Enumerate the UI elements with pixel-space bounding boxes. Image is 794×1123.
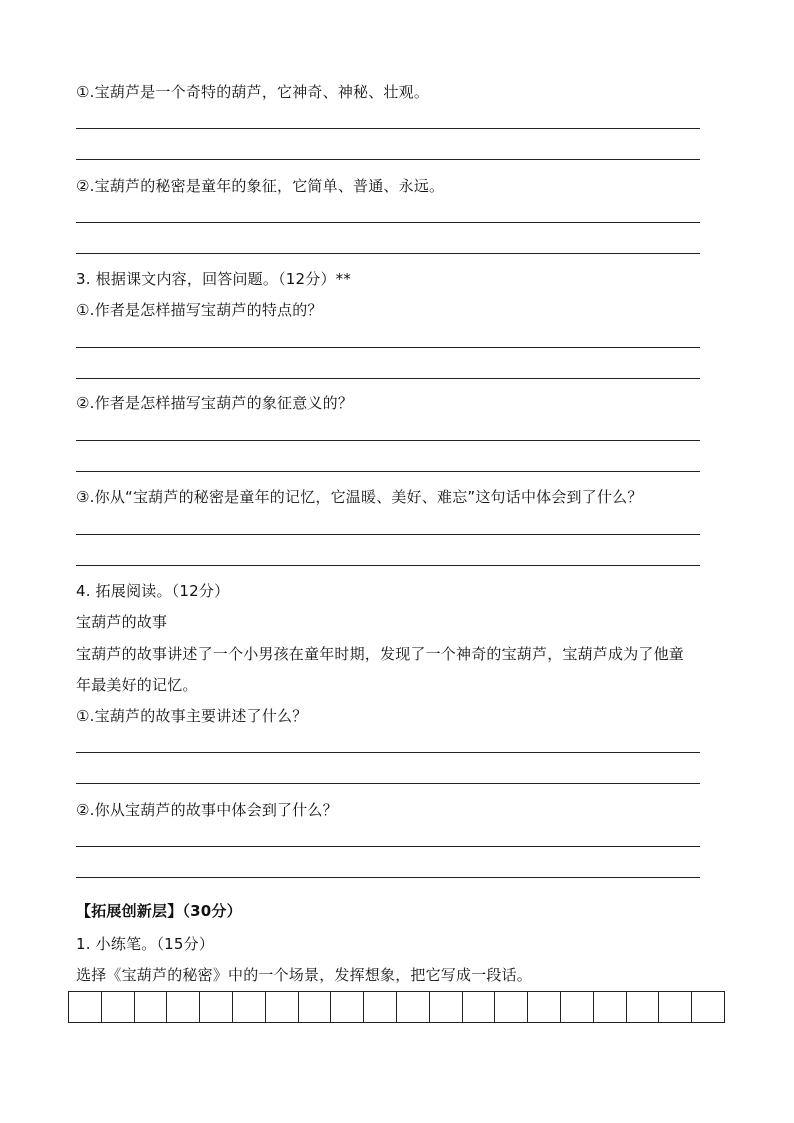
grid-cell[interactable] bbox=[102, 992, 135, 1022]
answer-line[interactable] bbox=[76, 347, 700, 348]
answer-line[interactable] bbox=[76, 565, 700, 566]
grid-cell[interactable] bbox=[135, 992, 168, 1022]
grid-cell[interactable] bbox=[594, 992, 627, 1022]
writing-grid[interactable] bbox=[68, 991, 725, 1023]
answer-line[interactable] bbox=[76, 128, 700, 129]
grid-cell[interactable] bbox=[692, 992, 724, 1022]
question-3-item-3: ③.你从“宝葫芦的秘密是童年的记忆，它温暖、美好、难忘”这句话中体会到了什么？ bbox=[76, 488, 643, 506]
writing-instruction: 选择《宝葫芦的秘密》中的一个场景，发挥想象，把它写成一段话。 bbox=[76, 966, 533, 984]
grid-cell[interactable] bbox=[331, 992, 364, 1022]
question-5-title: 1. 小练笔。（15分） bbox=[76, 935, 215, 953]
question-4-title: 4. 拓展阅读。（12分） bbox=[76, 582, 230, 600]
question-4-item-2: ②.你从宝葫芦的故事中体会到了什么？ bbox=[76, 801, 338, 819]
answer-line[interactable] bbox=[76, 877, 700, 878]
section-title: 【拓展创新层】（30分） bbox=[76, 902, 242, 920]
grid-cell[interactable] bbox=[69, 992, 102, 1022]
grid-cell[interactable] bbox=[528, 992, 561, 1022]
grid-cell[interactable] bbox=[430, 992, 463, 1022]
answer-line[interactable] bbox=[76, 440, 700, 441]
grid-cell[interactable] bbox=[299, 992, 332, 1022]
answer-line[interactable] bbox=[76, 846, 700, 847]
grid-cell[interactable] bbox=[561, 992, 594, 1022]
passage-title: 宝葫芦的故事 bbox=[76, 613, 168, 631]
passage-line-2: 年最美好的记忆。 bbox=[76, 676, 198, 694]
grid-cell[interactable] bbox=[266, 992, 299, 1022]
answer-line[interactable] bbox=[76, 222, 700, 223]
grid-cell[interactable] bbox=[495, 992, 528, 1022]
grid-cell[interactable] bbox=[167, 992, 200, 1022]
answer-line[interactable] bbox=[76, 253, 700, 254]
grid-cell[interactable] bbox=[200, 992, 233, 1022]
answer-line[interactable] bbox=[76, 783, 700, 784]
grid-cell[interactable] bbox=[397, 992, 430, 1022]
answer-line[interactable] bbox=[76, 534, 700, 535]
question-3-item-1: ①.作者是怎样描写宝葫芦的特点的？ bbox=[76, 301, 323, 319]
answer-line[interactable] bbox=[76, 378, 700, 379]
question-4-item-1: ①.宝葫芦的故事主要讲述了什么？ bbox=[76, 707, 308, 725]
statement-2: ②.宝葫芦的秘密是童年的象征，它简单、普通、永远。 bbox=[76, 177, 445, 195]
grid-cell[interactable] bbox=[659, 992, 692, 1022]
answer-line[interactable] bbox=[76, 159, 700, 160]
grid-cell[interactable] bbox=[627, 992, 660, 1022]
grid-cell[interactable] bbox=[233, 992, 266, 1022]
answer-line[interactable] bbox=[76, 471, 700, 472]
question-3-item-2: ②.作者是怎样描写宝葫芦的象征意义的？ bbox=[76, 394, 354, 412]
question-3-title: 3. 根据课文内容，回答问题。（12分）** bbox=[76, 270, 352, 288]
answer-line[interactable] bbox=[76, 752, 700, 753]
grid-cell[interactable] bbox=[463, 992, 496, 1022]
passage-line-1: 宝葫芦的故事讲述了一个小男孩在童年时期，发现了一个神奇的宝葫芦，宝葫芦成为了他童 bbox=[76, 645, 685, 663]
grid-cell[interactable] bbox=[364, 992, 397, 1022]
statement-1: ①.宝葫芦是一个奇特的葫芦，它神奇、神秘、壮观。 bbox=[76, 83, 430, 101]
